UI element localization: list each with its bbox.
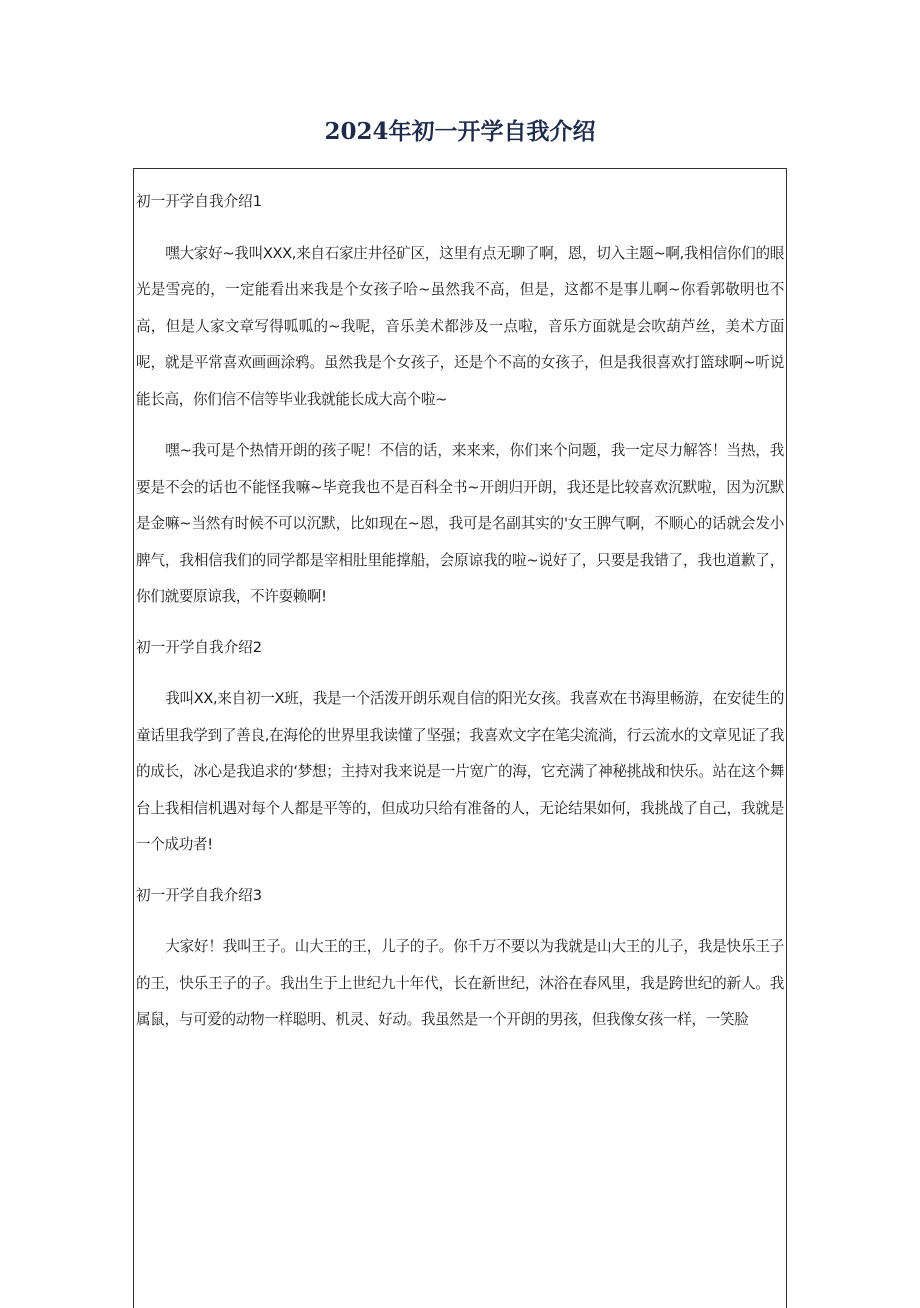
paragraph: 大家好！我叫王子。山大王的王，儿子的子。你千万不要以为我就是山大王的儿子，我是快乐王子的王，快乐王子的子。我出生于上世纪九十年代，长在新世纪，沐浴在春风里，我是跨世纪的新人。我属鼠，与可爱的动物一样聪明、机灵、好动。我虽然是一个开朗的男孩，但我像女孩一样，一笑脸 bbox=[136, 938, 784, 1028]
paragraph: 嘿大家好~我叫XXX,来自石家庄井径矿区，这里有点无聊了啊，恩，切入主题~啊,我相信你们的眼光是雪亮的，一定能看出来我是个女孩子哈~虽然我不高，但是，这都不是事儿啊~你看郭敬明也不高，但是人家文章写得呱呱的~我呢，音乐美术都涉及一点啦，音乐方面就是会吹葫芦丝，美术方面呢，就是平常喜欢画画涂鸦。虽然我是个女孩子，还是个不高的女孩子，但是我很喜欢打篮球啊~听说能长高，你们信不信等毕业我就能长成大高个啦~ bbox=[136, 244, 784, 408]
paragraph: 我叫XX,来自初一X班，我是一个活泼开朗乐观自信的阳光女孩。我喜欢在书海里畅游，在安徒生的童话里我学到了善良,在海伦的世界里我读懂了坚强；我喜欢文字在笔尖流淌，行云流水的文章见证了我的成长，冰心是我追求的‘梦想；主持对我来说是一片宽广的海，它充满了神秘挑战和快乐。站在这个舞台上我相信机遇对每个人都是平等的，但成功只给有准备的人，无论结果如何，我挑战了自己，我就是一个成功者! bbox=[136, 690, 784, 853]
section-heading: 初一开学自我介绍2 bbox=[136, 638, 263, 656]
section-heading: 初一开学自我介绍3 bbox=[136, 886, 263, 904]
paragraph: 嘿~我可是个热情开朗的孩子呢！不信的话，来来来，你们来个问题，我一定尽力解答！当热，我要是不会的话也不能怪我嘛~毕竟我也不是百科全书~开朗归开朗，我还是比较喜欢沉默啦，因为沉默是金嘛~当然有时候不可以沉默，比如现在~恩，我可是名副其实的'女王脾气啊，不顺心的话就会发小脾气，我相信我们的同学都是宰相肚里能撑船，会原谅我的啦~说好了，只要是我错了，我也道歉了，你们就要原谅我，不许耍赖啊! bbox=[136, 442, 784, 605]
section-heading: 初一开学自我介绍1 bbox=[136, 193, 263, 210]
document-body bbox=[136, 184, 784, 1039]
page-title: 2024年初一开学自我介绍 bbox=[324, 118, 596, 145]
